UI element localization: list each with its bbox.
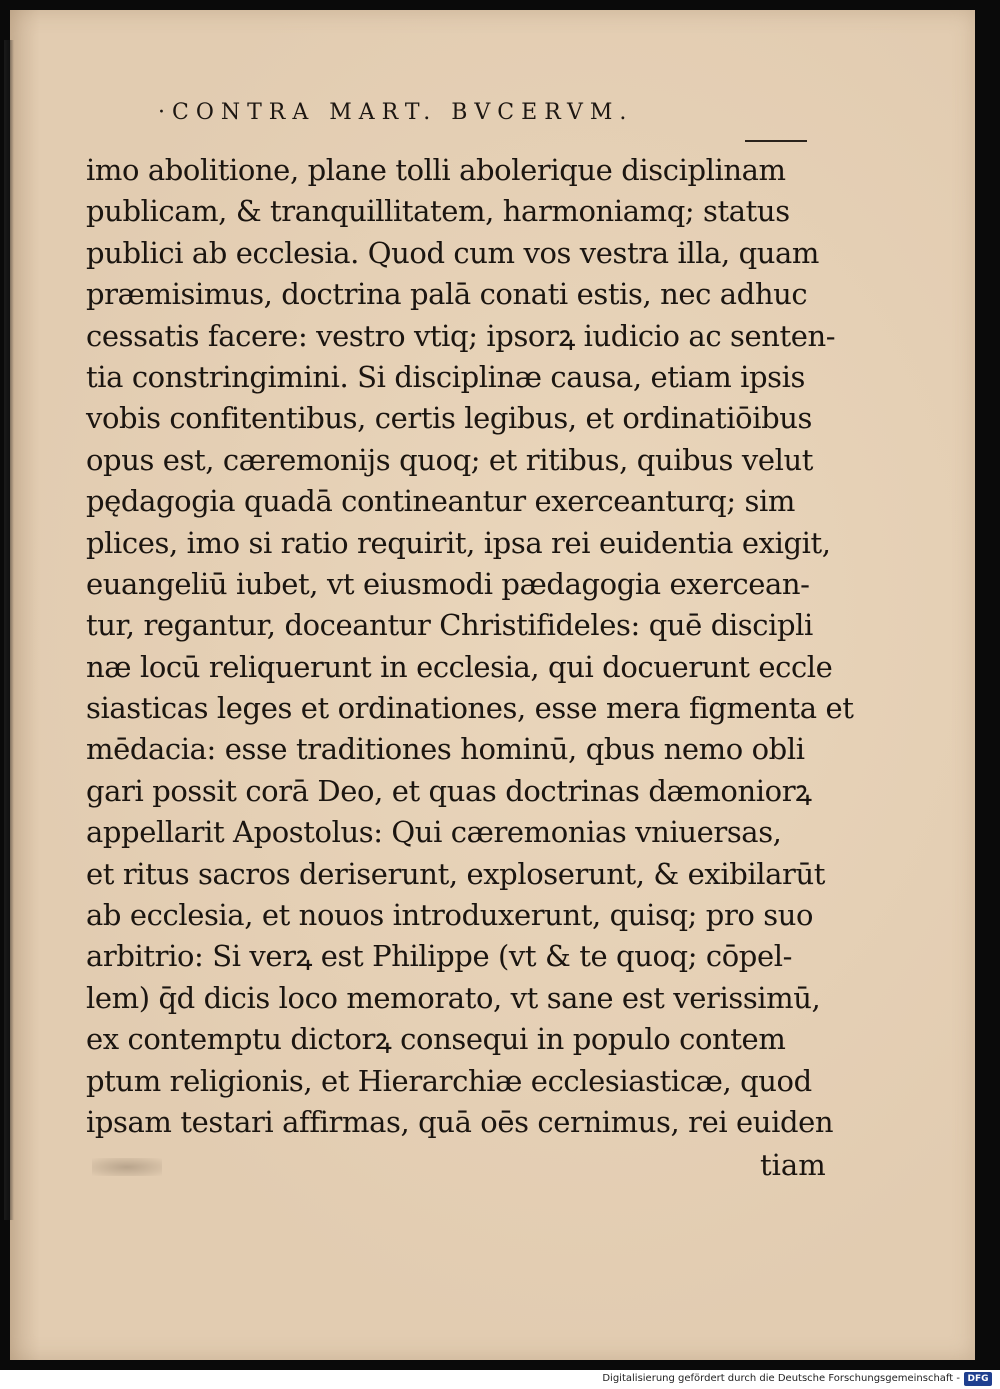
text-line-5: cessatis facere: vestro vtiq; ipsorꝝ iudicio ac senten- <box>86 318 836 353</box>
text-line-4: præmisimus, doctrina palā conati estis, nec adhuc <box>86 277 808 312</box>
text-line-9: pędagogia quadā contineantur exerceanturq; sim <box>86 484 795 519</box>
text-line-24: ipsam testari affirmas, quā oēs cernimus, rei euiden <box>86 1104 834 1139</box>
text-line-12: tur, regantur, doceantur Christifideles: quē discipli <box>86 608 813 643</box>
text-body <box>86 150 854 1143</box>
text-line-21: lem) q̄d dicis loco memorato, vt sane est verissimū, <box>86 980 821 1015</box>
text-line-3: publici ab ecclesia. Quod cum vos vestra illa, quam <box>86 235 820 270</box>
text-line-15: mēdacia: esse traditiones hominū, qbus nemo obli <box>86 732 805 767</box>
text-line-7: vobis confitentibus, certis legibus, et ordinatiōibus <box>86 401 813 436</box>
text-line-2: publicam, & tranquillitatem, harmoniamq; status <box>86 194 790 229</box>
running-head: ·CONTRA MART. BVCERVM. <box>158 100 634 125</box>
catchword: tiam <box>760 1148 826 1182</box>
ink-smudge <box>92 1158 162 1176</box>
gutter-shadow <box>4 40 14 1220</box>
text-line-1: imo abolitione, plane tolli abolerique disciplinam <box>86 153 786 187</box>
text-line-11: euangeliū iubet, vt eiusmodi pædagogia exercean- <box>86 566 810 601</box>
text-line-17: appellarit Apostolus: Qui cæremonias vniuersas, <box>86 815 782 850</box>
text-line-8: opus est, cæremonijs quoq; et ritibus, quibus velut <box>86 442 813 477</box>
text-line-6: tia constringimini. Si disciplinæ causa, etiam ipsis <box>86 359 806 394</box>
text-line-23: ptum religionis, et Hierarchiæ ecclesiasticæ, quod <box>86 1063 812 1098</box>
dfg-logo: DFG <box>964 1372 992 1386</box>
text-line-20: arbitrio: Si verꝝ est Philippe (vt & te quoq; cōpel- <box>86 939 793 974</box>
text-line-13: næ locū reliquerunt in ecclesia, qui docuerunt eccle <box>86 649 833 684</box>
text-line-19: ab ecclesia, et nouos introduxerunt, quisq; pro suo <box>86 898 814 933</box>
text-line-14: siasticas leges et ordinationes, esse mera figmenta et <box>86 691 854 726</box>
footer-credit: Digitalisierung gefördert durch die Deutsche Forschungsgemeinschaft - <box>602 1373 960 1384</box>
text-line-22: ex contemptu dictorꝝ consequi in populo contem <box>86 1022 786 1057</box>
head-rule <box>745 140 807 142</box>
text-line-18: et ritus sacros deriserunt, exploserunt, & exibilarūt <box>86 856 826 891</box>
text-line-10: plices, imo si ratio requirit, ipsa rei euidentia exigit, <box>86 525 831 560</box>
footer-bar <box>0 1370 1000 1389</box>
text-line-16: gari possit corā Deo, et quas doctrinas dæmoniorꝝ <box>86 773 812 808</box>
